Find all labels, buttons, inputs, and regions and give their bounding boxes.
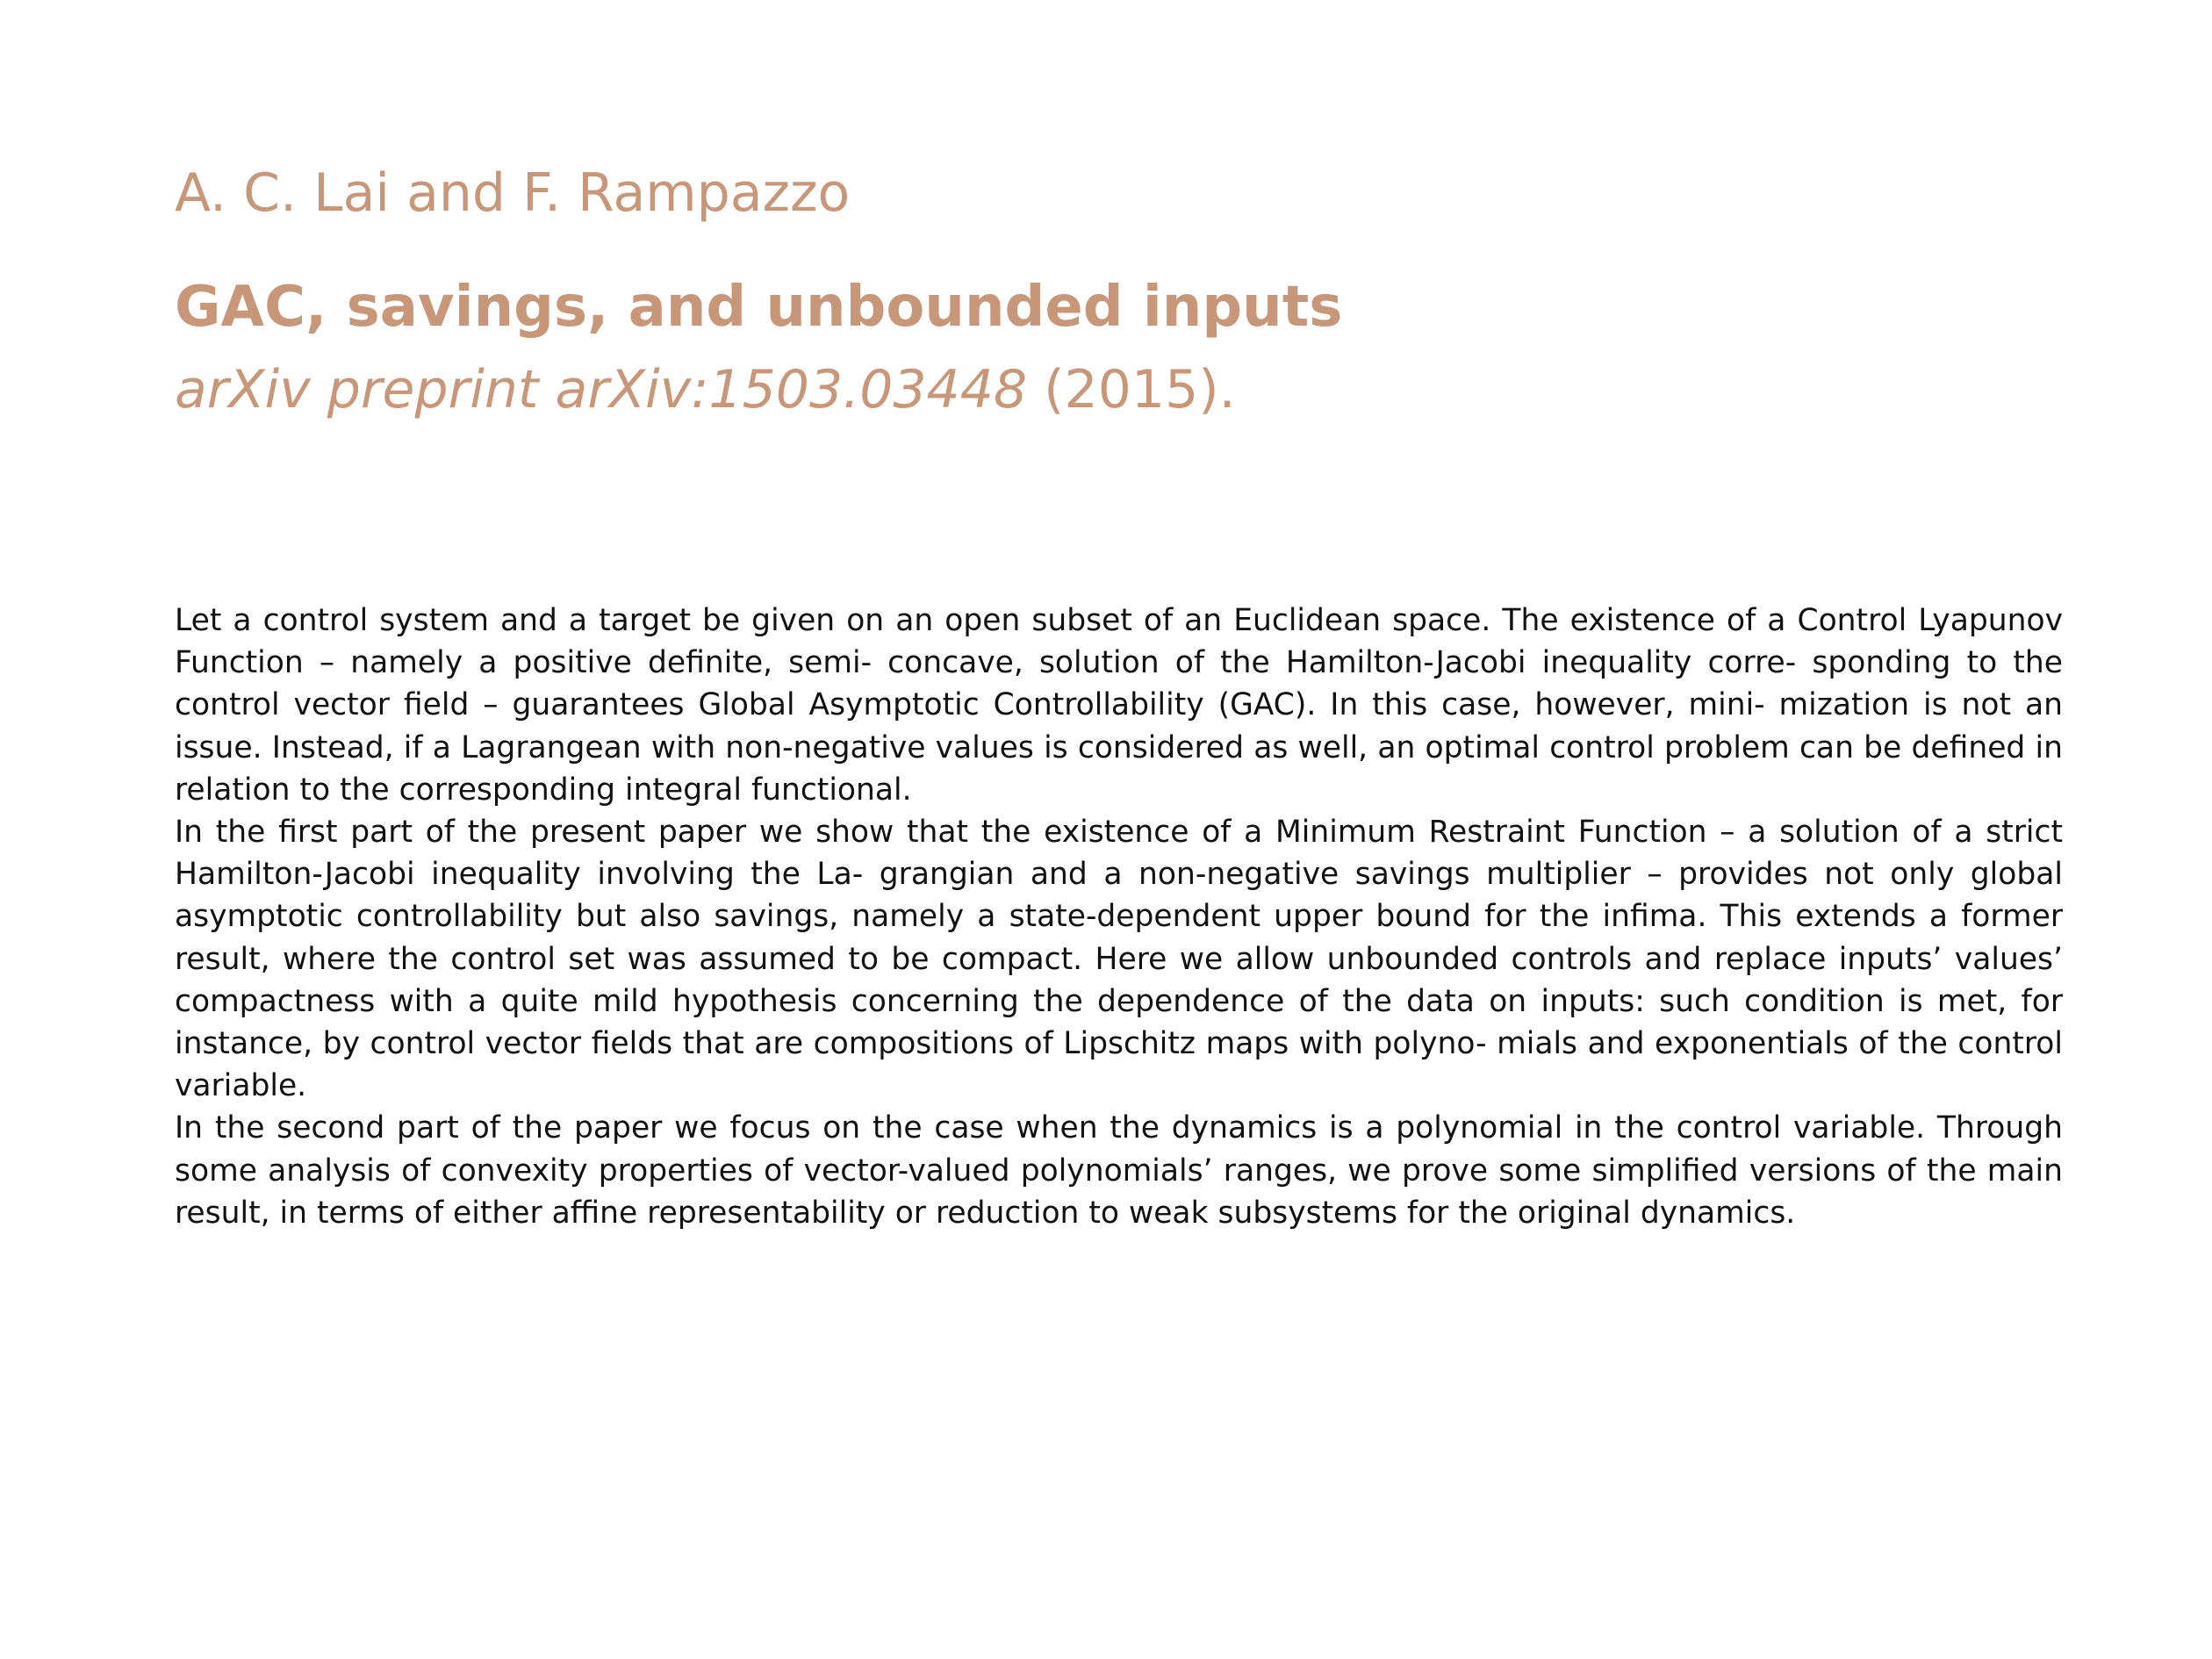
- paper-title: GAC, savings, and unbounded inputs: [175, 275, 1343, 340]
- citation: [175, 355, 1236, 425]
- authors: A. C. Lai and F. Rampazzo: [175, 162, 851, 224]
- citation-journal: arXiv preprint arXiv:1503.03448: [175, 359, 1028, 420]
- citation-year: (2015).: [1027, 359, 1236, 420]
- abstract-paragraph: In the first part of the present paper we show that the existence of a Minimum Restraint Function – a solution of a strict Hamilton-Jacobi inequality involving the La- grangian and a non-negative savings multiplier – provides not only global asymptotic controllability but also savings, namely a state-dependent upper bound for the infima. This extends a former result, where the control set was assumed to be compact. Here we allow unbounded controls and replace inputs’ values’ compactness with a quite mild hypothesis concerning the dependence of the data on inputs: such condition is met, for instance, by control vector fields that are compositions of Lipschitz maps with polyno- mials and exponentials of the control variable.: [175, 815, 2063, 1104]
- abstract-paragraph: In the second part of the paper we focus on the case when the dynamics is a polynomial in the control variable. Through some analysis of convexity properties of vector-valued polynomials’ ranges, we prove some simplified versions of the main result, in terms of either affine representability or reduction to weak subsystems for the original dynamics.: [175, 1110, 2063, 1231]
- abstract-paragraph: Let a control system and a target be given on an open subset of an Euclidean space. The existence of a Control Lyapunov Function – namely a positive definite, semi- concave, solution of the Hamilton-Jacobi inequality corre- sponding to the control vector field – guarantees Global Asymptotic Controllability (GAC). In this case, however, mini- mization is not an issue. Instead, if a Lagrangean with non-negative values is considered as well, an optimal control problem can be defined in relation to the corresponding integral functional.: [175, 603, 2063, 808]
- abstract: [175, 600, 2063, 1234]
